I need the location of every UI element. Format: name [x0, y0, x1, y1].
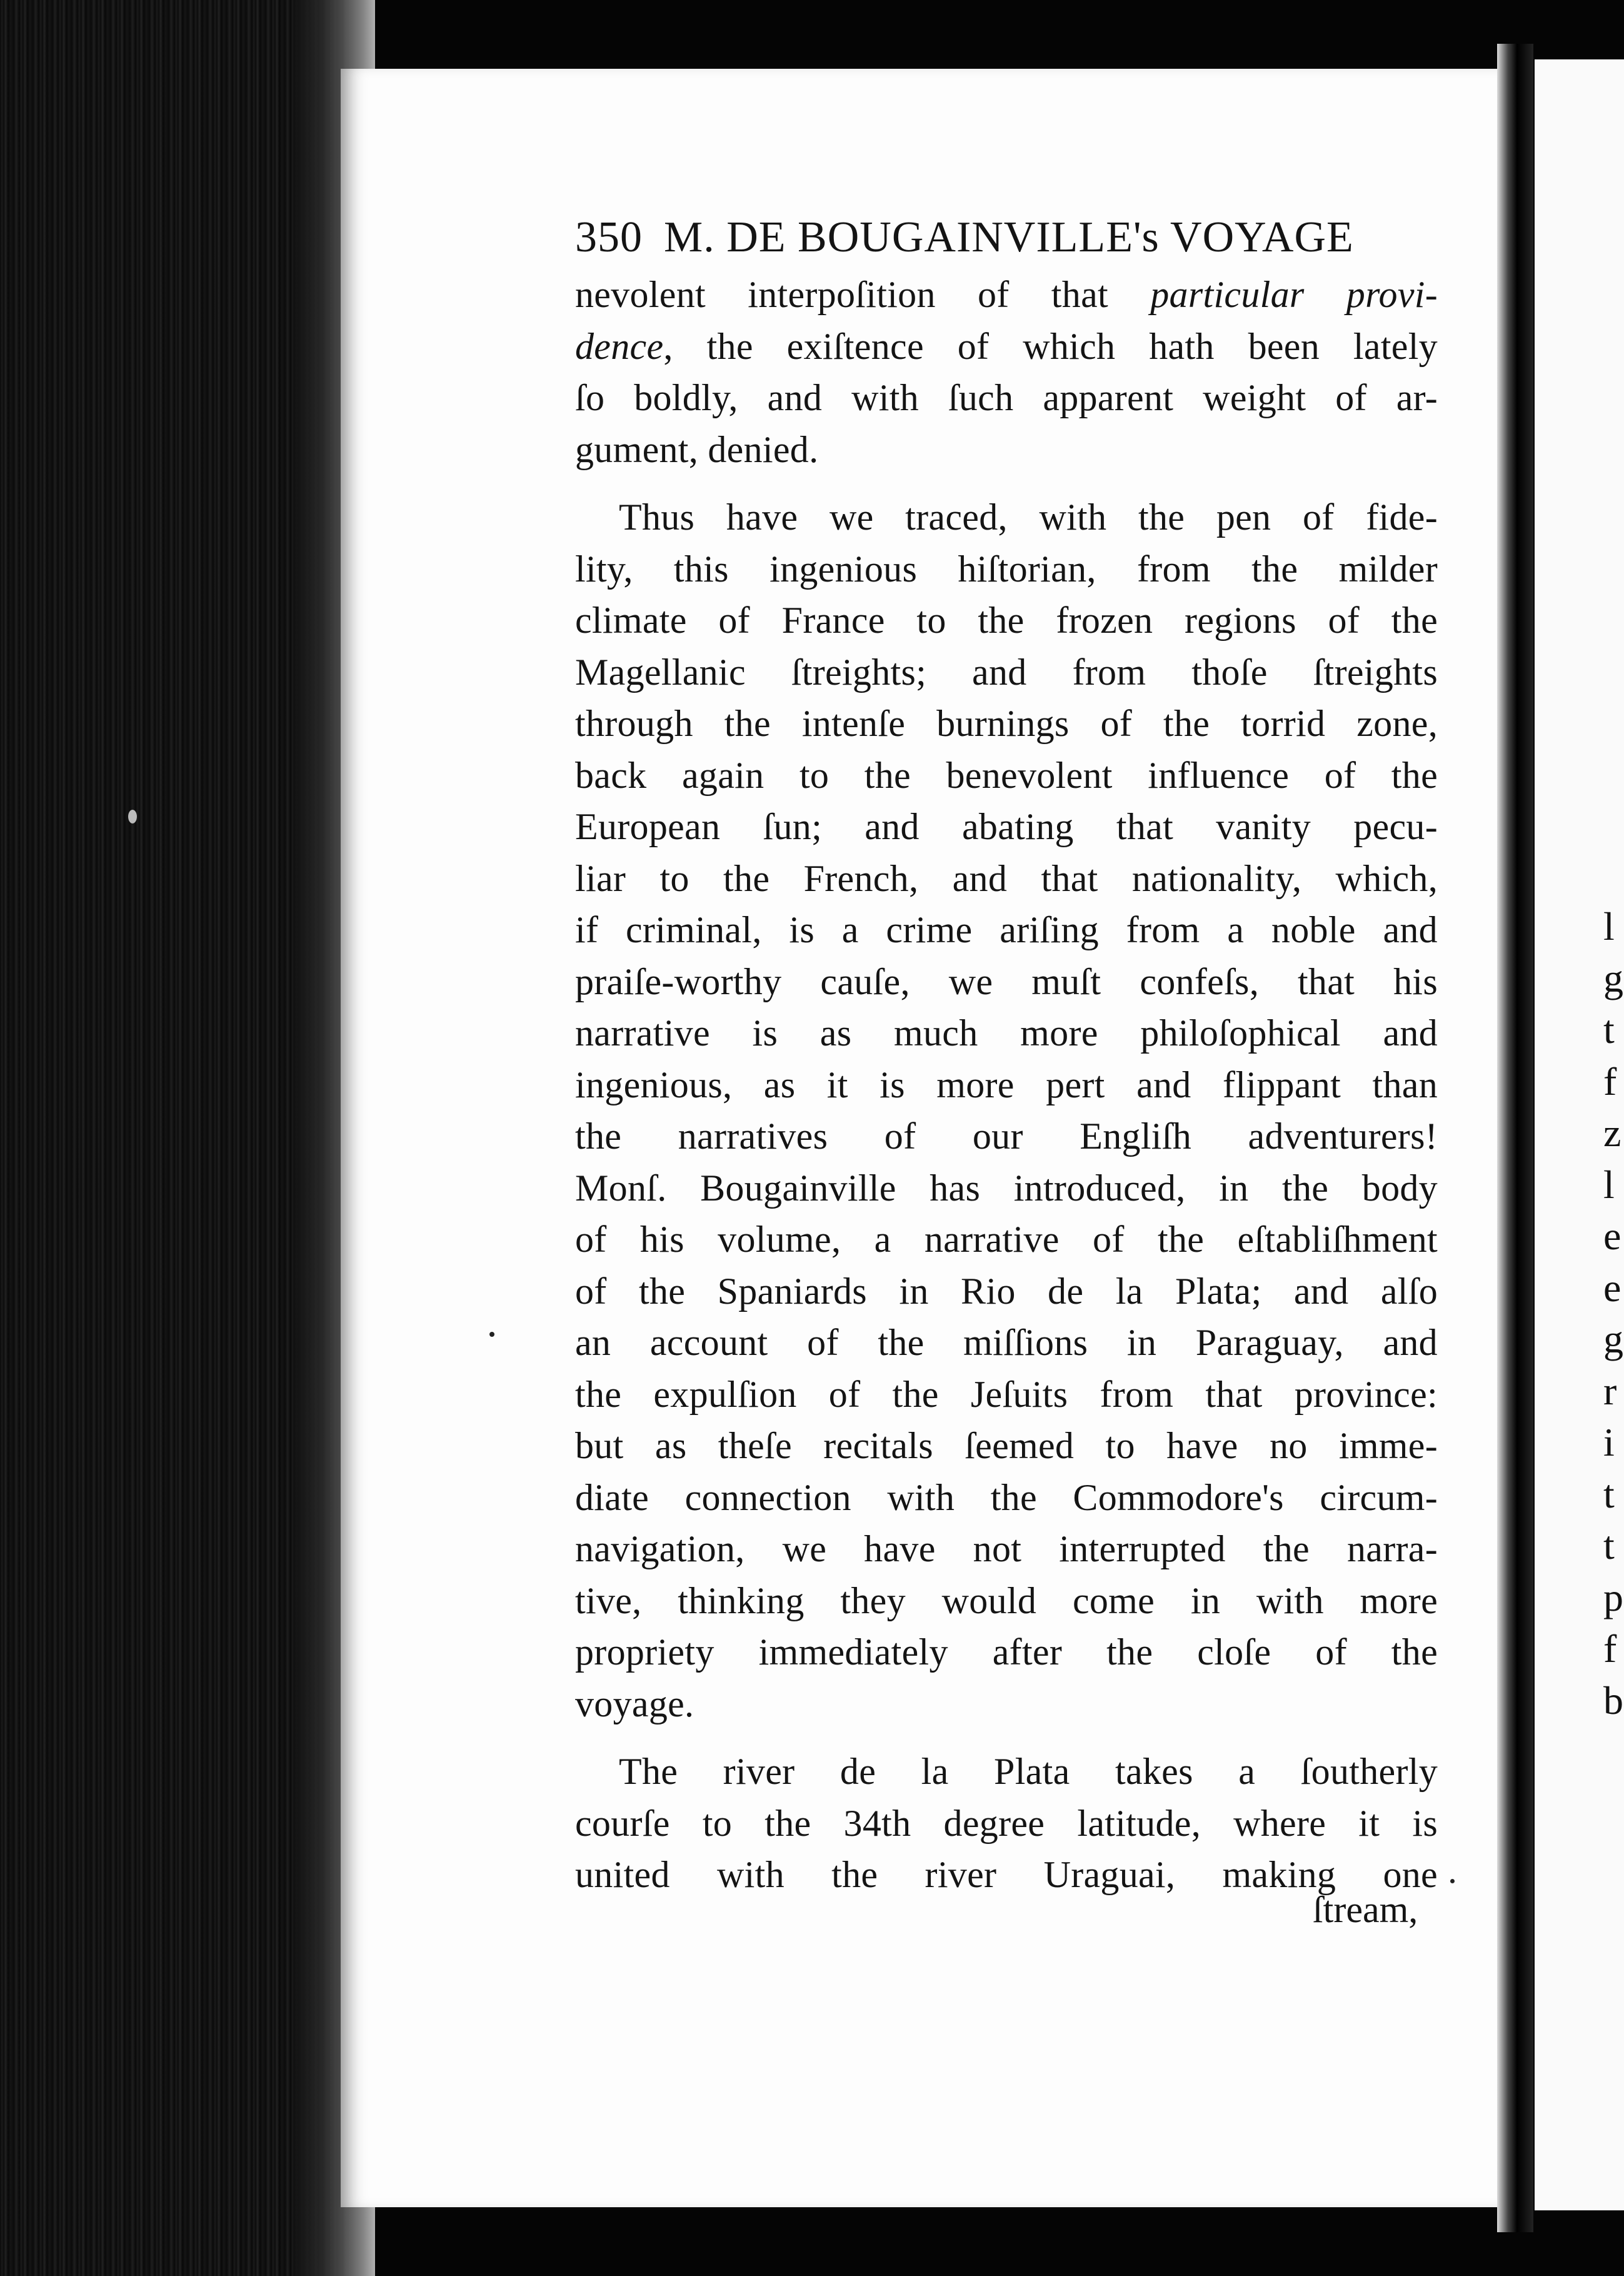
- line-text: diate connection with the Commodore's circum-: [575, 1476, 1438, 1518]
- edge-char: z: [1603, 1110, 1621, 1155]
- text-line: [575, 1746, 1438, 1798]
- edge-char: b: [1603, 1678, 1623, 1723]
- line-text: lity, this ingenious hiſtorian, from the milder: [575, 548, 1438, 590]
- line-text: tive, thinking they would come in with more: [575, 1579, 1438, 1621]
- page-number: 350: [575, 213, 643, 261]
- text-line: [575, 698, 1438, 750]
- text-line: [575, 1110, 1438, 1162]
- edge-char: t: [1603, 1007, 1615, 1052]
- text-line: [575, 956, 1438, 1008]
- text-line: [575, 1214, 1438, 1266]
- running-title: M. DE BOUGAINVILLE's VOYAGE: [664, 213, 1354, 261]
- line-text: gument, denied.: [575, 428, 819, 470]
- text-line: [575, 853, 1438, 905]
- line-text: united with the river Uraguai, making one: [575, 1854, 1438, 1895]
- text-line: [575, 1266, 1438, 1317]
- text-line: [575, 1798, 1438, 1850]
- edge-char: e: [1603, 1265, 1621, 1310]
- edge-char: t: [1603, 1471, 1615, 1516]
- line-text: The river de la Plata takes a ſoutherly: [619, 1751, 1438, 1792]
- edge-char: l: [1603, 904, 1615, 949]
- text-line: [575, 424, 1438, 476]
- text-line: [575, 1523, 1438, 1575]
- line-text: navigation, we have not interrupted the narra-: [575, 1528, 1438, 1569]
- line-text: but as theſe recitals ſeemed to have no imme-: [575, 1425, 1438, 1466]
- line-text: Thus have we traced, with the pen of fide-: [619, 496, 1438, 538]
- edge-char: t: [1603, 1523, 1615, 1568]
- edge-char: g: [1603, 955, 1623, 1000]
- text-line: [575, 595, 1438, 647]
- line-text: Monſ. Bougainville has introduced, in the body: [575, 1167, 1438, 1209]
- text-line: [575, 1059, 1438, 1111]
- line-text: Magellanic ſtreights; and from thoſe ſtreights: [575, 651, 1438, 693]
- text-line: [575, 1678, 1438, 1730]
- page-text: [575, 213, 1438, 1901]
- catchword: ſtream,: [1313, 1889, 1418, 1930]
- text-line: [575, 904, 1438, 956]
- edge-char: e: [1603, 1214, 1621, 1258]
- text-line: [575, 1575, 1438, 1627]
- edge-char: l: [1603, 1162, 1615, 1207]
- edge-char: p: [1603, 1574, 1623, 1619]
- text-line: [575, 1849, 1438, 1901]
- text-line: [575, 372, 1438, 424]
- line-text: the expulſion of the Jeſuits from that province:: [575, 1373, 1438, 1415]
- ink-speck: [1450, 1879, 1455, 1883]
- line-text: climate of France to the frozen regions of the: [575, 600, 1438, 641]
- text-line: [575, 321, 1438, 373]
- line-text: praiſe-worthy cauſe, we muſt confeſs, that his: [575, 960, 1438, 1002]
- text-line: [575, 1472, 1438, 1524]
- line-text: through the intenſe burnings of the torrid zone,: [575, 703, 1438, 744]
- text-line: [575, 750, 1438, 802]
- text-line: [575, 647, 1438, 698]
- edge-char: r: [1603, 1368, 1617, 1413]
- running-head: [575, 213, 1438, 263]
- line-text: an account of the miſſions in Paraguay, and: [575, 1322, 1438, 1363]
- text-line: [575, 1420, 1438, 1472]
- line-text: nevolent interpoſition of that particular provi-: [575, 274, 1438, 315]
- text-line: [575, 1007, 1438, 1059]
- text-line: [575, 543, 1438, 595]
- line-text: liar to the French, and that nationality, which,: [575, 857, 1438, 899]
- line-text: of the Spaniards in Rio de la Plata; and alſo: [575, 1270, 1438, 1312]
- line-text: voyage.: [575, 1683, 694, 1725]
- line-text: European ſun; and abating that vanity pecu-: [575, 806, 1438, 847]
- line-text: back again to the benevolent influence of the: [575, 754, 1438, 796]
- line-text: of his volume, a narrative of the eſtabliſhment: [575, 1219, 1438, 1260]
- edge-char: f: [1603, 1626, 1617, 1671]
- edge-char: g: [1603, 1317, 1623, 1361]
- line-text: propriety immediately after the cloſe of the: [575, 1631, 1438, 1673]
- edge-char: i: [1603, 1420, 1615, 1464]
- text-line: [575, 1162, 1438, 1214]
- line-text: courſe to the 34th degree latitude, where it is: [575, 1802, 1438, 1844]
- text-line: [575, 1317, 1438, 1369]
- paragraph-break: [575, 475, 1438, 491]
- line-text: the narratives of our Engliſh adventurers!: [575, 1115, 1438, 1157]
- ink-speck: [128, 810, 137, 823]
- ink-speck: [489, 1332, 494, 1337]
- text-line: [575, 801, 1438, 853]
- line-text: if criminal, is a crime ariſing from a noble and: [575, 909, 1438, 950]
- text-line: [575, 491, 1438, 543]
- page-gutter: [1497, 44, 1533, 2232]
- line-text: dence, the exiſtence of which hath been lately: [575, 325, 1438, 367]
- paragraph-break: [575, 1730, 1438, 1746]
- line-text: ſo boldly, and with ſuch apparent weight of ar-: [575, 377, 1438, 418]
- text-line: [575, 269, 1438, 321]
- text-line: [575, 1369, 1438, 1421]
- edge-char: f: [1603, 1059, 1617, 1104]
- text-line: [575, 1626, 1438, 1678]
- line-text: narrative is as much more philoſophical and: [575, 1012, 1438, 1054]
- line-text: ingenious, as it is more pert and flippant than: [575, 1064, 1438, 1105]
